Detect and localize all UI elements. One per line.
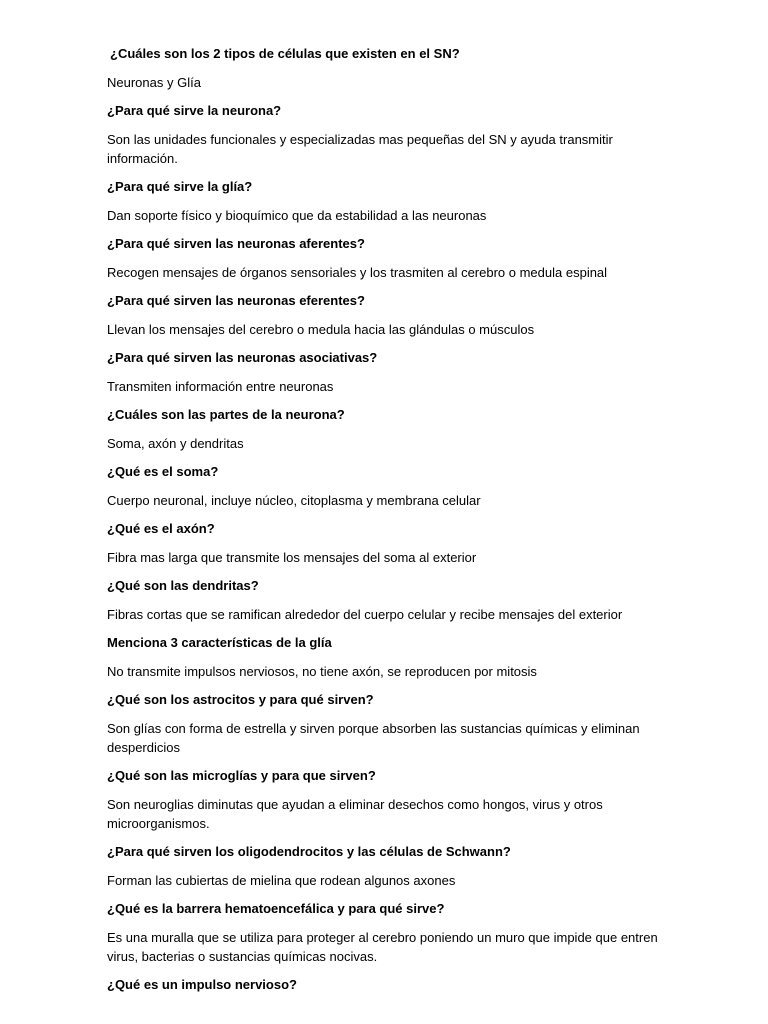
qa-item-astrocytes <box>107 690 667 757</box>
answer: Soma, axón y dendritas <box>107 436 244 451</box>
question: ¿Para qué sirven los oligodendrocitos y las células de Schwann? <box>107 844 511 859</box>
question: ¿Qué son las dendritas? <box>107 578 259 593</box>
qa-item-neuron-parts <box>107 405 667 453</box>
answer: Dan soporte físico y bioquímico que da estabilidad a las neuronas <box>107 208 487 223</box>
qa-item-glia-characteristics <box>107 633 667 681</box>
qa-list <box>107 44 667 1004</box>
answer: Recogen mensajes de órganos sensoriales y los trasmiten al cerebro o medula espinal <box>107 265 608 280</box>
question: ¿Qué es el soma? <box>107 464 219 479</box>
qa-item-axon <box>107 519 667 567</box>
question: ¿Para qué sirve la neurona? <box>107 103 282 118</box>
qa-item-afferent-neurons <box>107 234 667 282</box>
qa-item-glia-purpose <box>107 177 667 225</box>
question: ¿Para qué sirven las neuronas eferentes? <box>107 293 365 308</box>
answer: Son neuroglias diminutas que ayudan a eliminar desechos como hongos, virus y otros microorganismos. <box>107 797 603 831</box>
answer: Llevan los mensajes del cerebro o medula hacia las glándulas o músculos <box>107 322 535 337</box>
qa-item-oligodendrocytes <box>107 842 667 890</box>
question: ¿Para qué sirven las neuronas asociativas? <box>107 350 378 365</box>
answer: Fibra mas larga que transmite los mensajes del soma al exterior <box>107 550 477 565</box>
answer: Son las unidades funcionales y especializadas mas pequeñas del SN y ayuda transmitir información. <box>107 132 613 166</box>
question: Menciona 3 características de la glía <box>107 635 332 650</box>
qa-item-dendrites <box>107 576 667 624</box>
question: ¿Cuáles son las partes de la neurona? <box>107 407 345 422</box>
qa-item-associative-neurons <box>107 348 667 396</box>
qa-item-nerve-impulse <box>107 975 667 994</box>
question: ¿Cuáles son los 2 tipos de células que existen en el SN? <box>110 46 460 61</box>
answer: Es una muralla que se utiliza para proteger al cerebro poniendo un muro que impide que entren virus, bacterias o sustancias químicas nocivas. <box>107 930 658 964</box>
answer: No transmite impulsos nerviosos, no tiene axón, se reproducen por mitosis <box>107 664 537 679</box>
question: ¿Qué son los astrocitos y para qué sirven? <box>107 692 374 707</box>
qa-item-cell-types <box>107 44 667 92</box>
qa-item-soma <box>107 462 667 510</box>
question: ¿Qué es la barrera hematoencefálica y para qué sirve? <box>107 901 445 916</box>
question: ¿Qué son las microglías y para que sirven? <box>107 768 376 783</box>
answer: Cuerpo neuronal, incluye núcleo, citoplasma y membrana celular <box>107 493 481 508</box>
question: ¿Para qué sirven las neuronas aferentes? <box>107 236 365 251</box>
question: ¿Qué es un impulso nervioso? <box>107 977 297 992</box>
answer: Fibras cortas que se ramifican alrededor del cuerpo celular y recibe mensajes del exterior <box>107 607 623 622</box>
answer: Neuronas y Glía <box>107 75 201 90</box>
question: ¿Qué es el axón? <box>107 521 215 536</box>
answer: Son glías con forma de estrella y sirven porque absorben las sustancias químicas y eliminan desperdicios <box>107 721 640 755</box>
answer: Transmiten información entre neuronas <box>107 379 334 394</box>
qa-item-blood-brain-barrier <box>107 899 667 966</box>
qa-item-microglia <box>107 766 667 833</box>
qa-item-neuron-purpose <box>107 101 667 168</box>
answer: Forman las cubiertas de mielina que rodean algunos axones <box>107 873 456 888</box>
qa-item-efferent-neurons <box>107 291 667 339</box>
question: ¿Para qué sirve la glía? <box>107 179 253 194</box>
